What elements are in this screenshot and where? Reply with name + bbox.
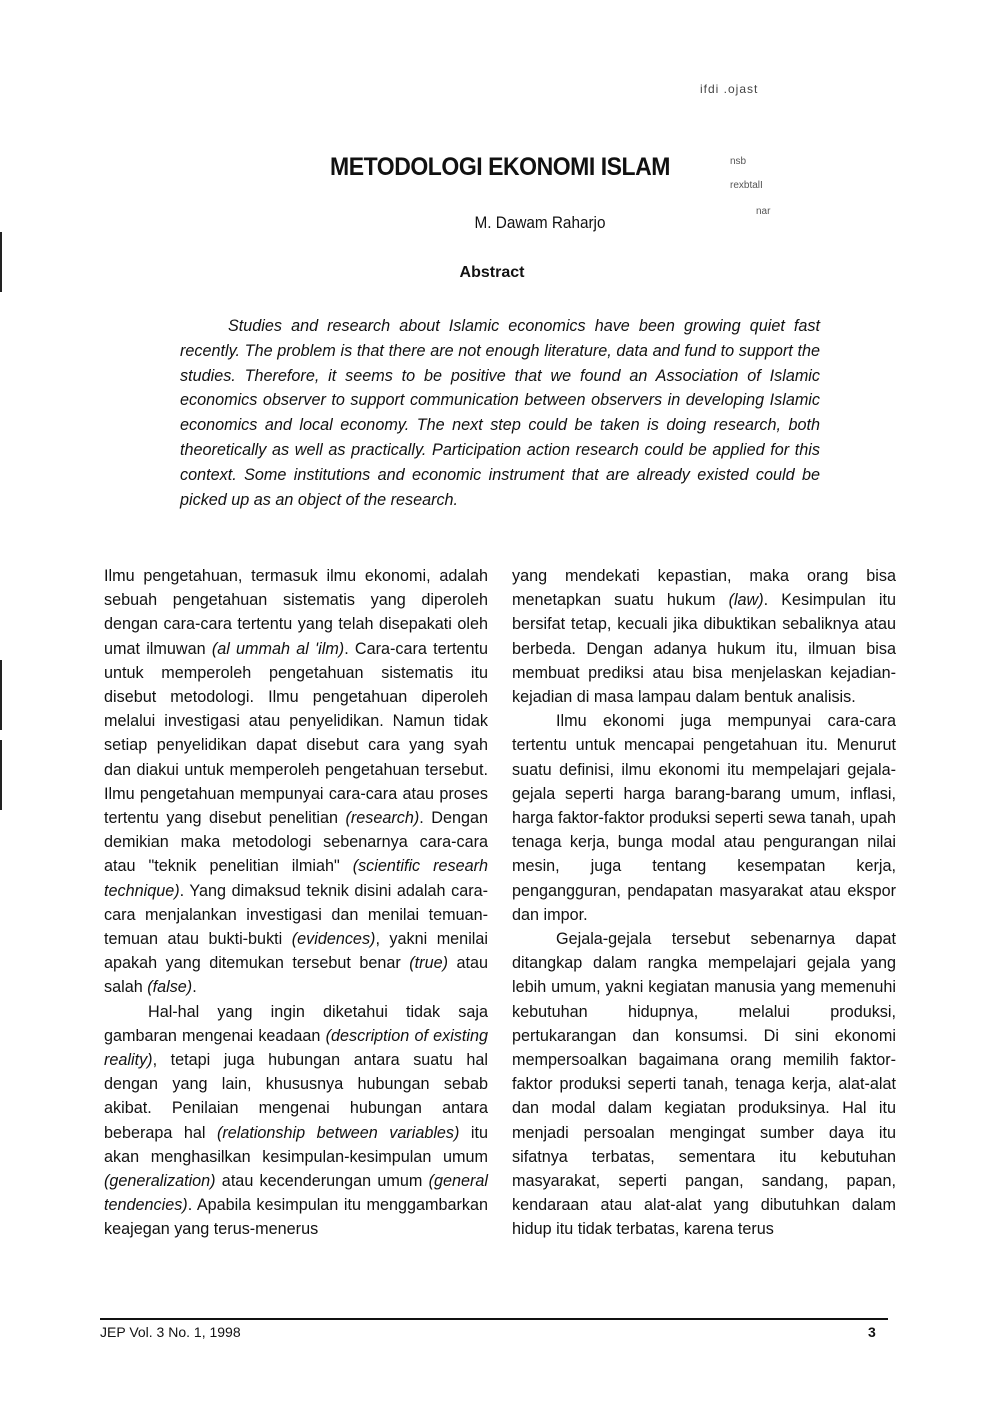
scan-edge-mark (0, 232, 2, 292)
margin-note: nar (756, 206, 771, 217)
paragraph: Hal-hal yang ingin diketahui tidak saja gambaran mengenai keadaan (description of existing reality), tetapi juga hubungan antara suatu hal dengan yang lain, khususnya hubungan sebab akibat. Penilaian mengenai hubungan antara beberapa hal (relationship between variables) itu akan menghasilkan kesimpulan-kesimpulan umum (generalization) atau kecenderungan umum (general tendencies). Apabila kesimpulan itu menggambarkan keajegan yang terus-menerus (104, 1002, 488, 1239)
italic-term: (true) (409, 954, 448, 973)
italic-term: (evidences) (291, 930, 376, 949)
scan-edge-mark (0, 740, 2, 810)
abstract-text: Studies and research about Islamic economics have been growing quiet fast recently. The problem is that there are not enough literature, data and fund to support the studies. Therefore, it seems to be positive that we found an Association of Islamic economics observer to support communication between observers in developing Islamic economics and local economy. The next step could be taken is doing research, both theoretically as well as practically. Participation action research could be applied for this context. Some institutions and economic instrument that are already existed could be picked up as an object of the research. (180, 317, 820, 509)
italic-term: (scientific researh technique) (104, 857, 488, 900)
italic-term: (description of existing reality) (104, 1026, 488, 1070)
italic-term: (relationship between variables) (216, 1123, 460, 1142)
paragraph: yang mendekati kepastian, maka orang bisa menetapkan suatu hukum (law). Kesimpulan itu bersifat tetap, kecuali jika dibuktikan sebaliknya atau berbeda. Dengan adanya hukum itu, ilmuan bisa membuat prediksi atau bisa menjelaskan kejadian-kejadian di masa lampau dalam bentuk analisis. (512, 567, 896, 707)
article-title: METODOLOGI EKONOMI ISLAM (330, 153, 670, 181)
scan-edge-mark (0, 660, 2, 730)
paragraph: Ilmu ekonomi juga mempunyai cara-cara tertentu untuk mencapai pengetahuan itu. Menurut suatu definisi, ilmu ekonomi itu mempelajari gejala-gejala seperti harga barang-barang umum, inflasi, harga faktor-faktor produksi seperti sewa tanah, upah tenaga kerja, bunga modal atau pengurangan nilai mesin, juga tentang kesempatan kerja, pengangguran, pendapatan masyarakat atau ekspor dan impor. (512, 712, 896, 924)
italic-term: (general tendencies) (104, 1172, 488, 1215)
italic-term: (generalization) (104, 1172, 216, 1191)
italic-term: (al ummah al 'ilm) (211, 639, 345, 658)
margin-note: nsb (730, 156, 747, 167)
paragraph: Ilmu pengetahuan, termasuk ilmu ekonomi, adalah sebuah pengetahuan sistematis yang diperoleh dengan cara-cara tertentu yang telah disepakati oleh umat ilmuwan (al ummah al 'ilm). Cara-cara tertentu untuk memperoleh pengetahuan sistematis itu disebut metodologi. Ilmu pengetahuan diperoleh melalui investigasi atau penyelidikan. Namun tidak setiap penyelidikan dapat disebut cara yang syah dan diakui untuk memperoleh pengetahuan tersebut. Ilmu pengetahuan mempunyai cara-cara atau proses tertentu yang disebut penelitian (research). Dengan demikian maka metodologi sebenarnya cara-cara atau "teknik penelitian ilmiah" (scientific researh technique). Yang dimaksud teknik disini adalah cara-cara menjalankan investigasi dan menilai temuan-temuan atau bukti-bukti (evidences), yakni menilai apakah yang ditemukan tersebut benar (true) atau salah (false). (104, 567, 489, 997)
italic-term: (false) (147, 978, 193, 997)
article-author: M. Dawam Raharjo (474, 213, 606, 232)
page-number: 3 (868, 1324, 876, 1340)
abstract-heading: Abstract (459, 264, 525, 281)
margin-note: rexbtalI (730, 180, 763, 191)
paragraph: Gejala-gejala tersebut sebenarnya dapat ditangkap dalam rangka mempelajari gejala yang lebih umum, yakni kegiatan manusia yang memenuhi kebutuhan hidupnya, melalui produksi, pertukarangan dan konsumsi. Di sini ekonomi mempersoalkan bagaimana orang memilih faktor-faktor produksi seperti tanah, tenaga kerja, alat-alat dan modal dalam kegiatan produksinya. Hal itu menjadi persoalan mengingat sumber daya itu sifatnya terbatas, sementara itu kebutuhan masyarakat, seperti pangan, sandang, papan, kendaraan atau alat-alat yang dibutuhkan dalam hidup itu tidak terbatas, karena terus (512, 930, 896, 1239)
journal-citation: JEP Vol. 3 No. 1, 1998 (100, 1324, 241, 1340)
italic-term: (law) (728, 591, 764, 610)
left-column (104, 564, 488, 1242)
right-column (512, 564, 896, 1242)
footer-divider (100, 1318, 888, 1320)
header-scrap-text: ifdi .ojast (700, 82, 759, 96)
italic-term: (research) (345, 809, 420, 828)
